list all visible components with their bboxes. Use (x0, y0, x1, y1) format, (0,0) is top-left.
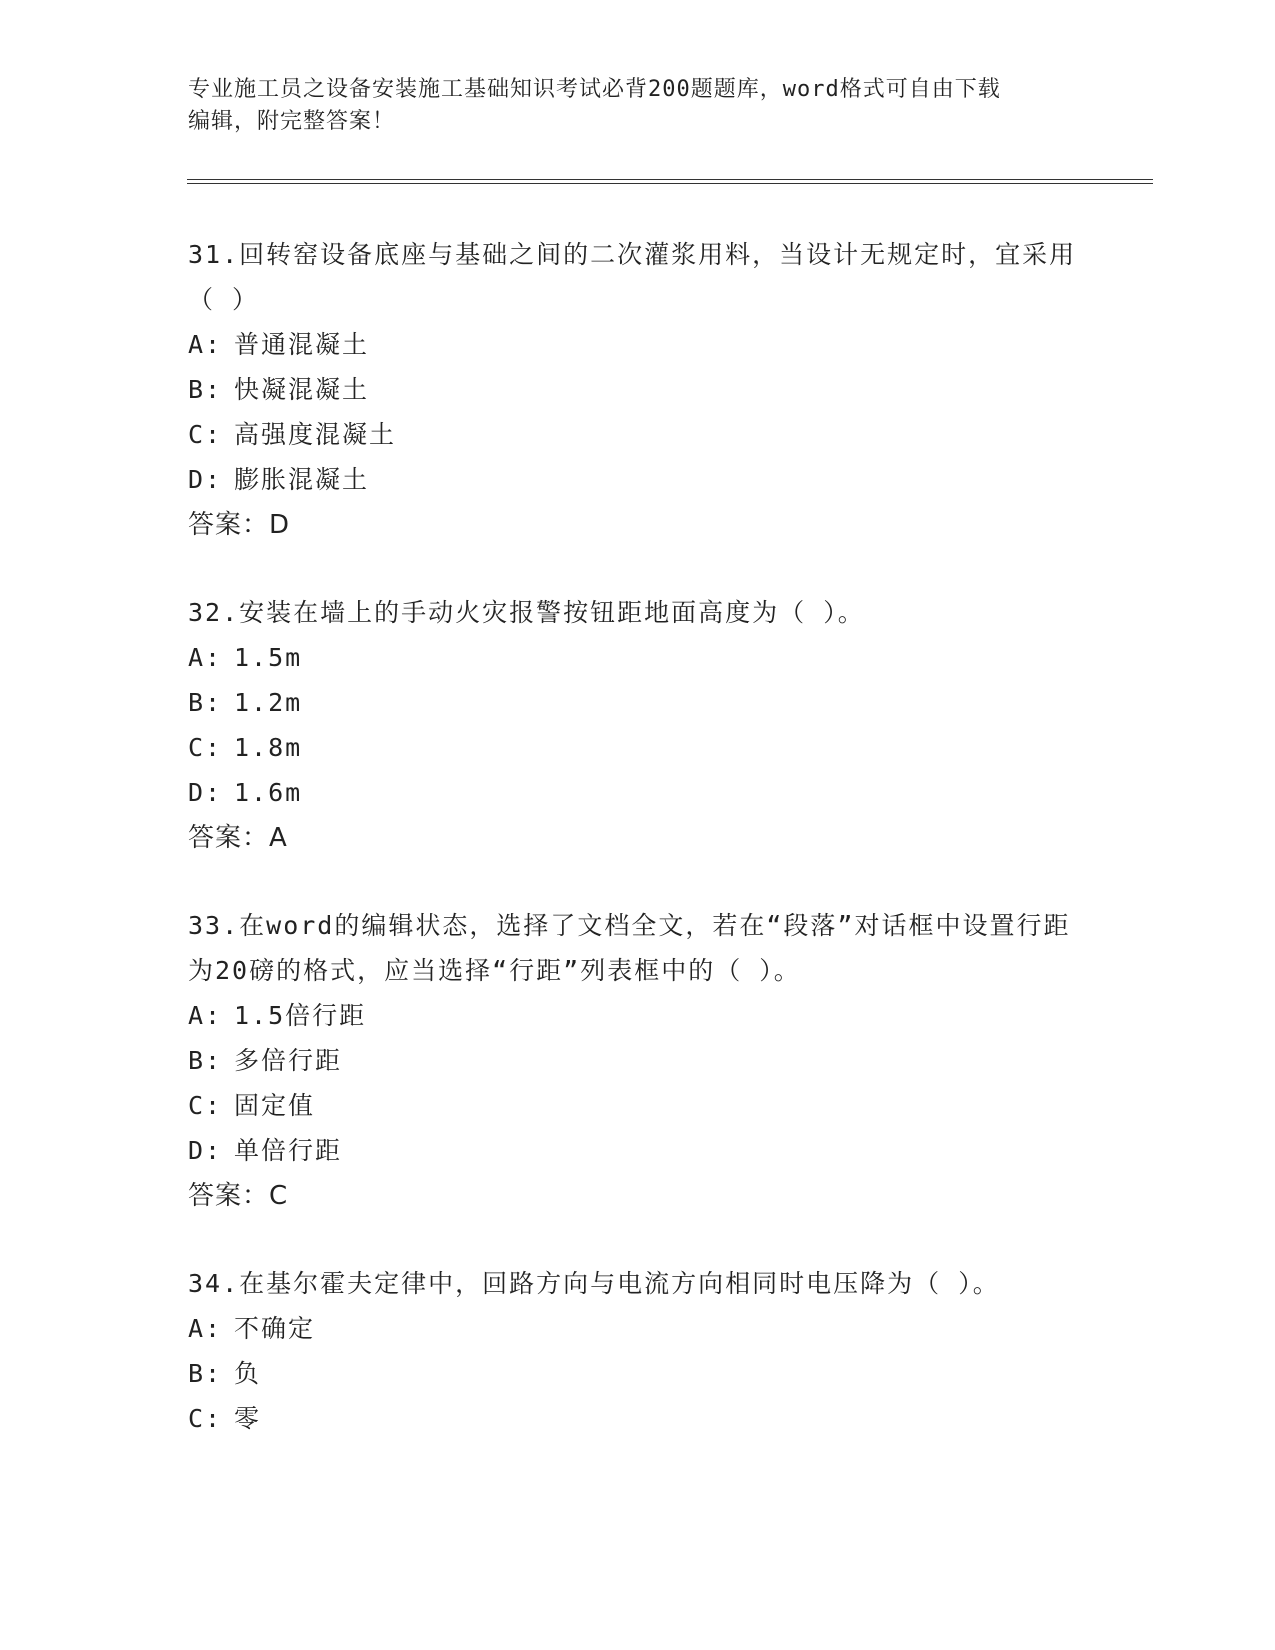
option-b (188, 1351, 1088, 1396)
option-a (188, 322, 1088, 367)
option-c (188, 1083, 1088, 1128)
option-text: 高强度混凝土 (234, 420, 397, 449)
option-letter: B: (188, 688, 223, 717)
question-stem: 32.安装在墙上的手动火灾报警按钮距地面高度为（ ）。 (188, 598, 865, 627)
option-text: 零 (234, 1404, 262, 1433)
option-text: 1.2m (234, 688, 303, 717)
header-line-1: 专业施工员之设备安装施工基础知识考试必背200题题库，word格式可自由下载 (188, 77, 1001, 102)
question-33 (188, 903, 1088, 1219)
option-b (188, 367, 1088, 412)
option-b (188, 1038, 1088, 1083)
option-text: 1.8m (234, 733, 303, 762)
option-letter: B: (188, 1359, 223, 1388)
question-32 (188, 590, 1088, 861)
question-stem: 34.在基尔霍夫定律中，回路方向与电流方向相同时电压降为（ ）。 (188, 1269, 1000, 1298)
answer-value: A (269, 823, 288, 853)
answer-line (188, 1173, 1088, 1219)
option-text: 负 (234, 1359, 262, 1388)
option-text: 多倍行距 (234, 1046, 343, 1075)
answer-label: 答案： (188, 823, 270, 853)
header-line-2: 编辑，附完整答案！ (188, 109, 396, 134)
option-letter: C: (188, 1404, 223, 1433)
option-text: 单倍行距 (234, 1136, 343, 1165)
answer-label: 答案： (188, 510, 270, 540)
option-text: 1.5m (234, 643, 303, 672)
option-a (188, 993, 1088, 1038)
option-letter: D: (188, 1136, 223, 1165)
option-letter: D: (188, 778, 223, 807)
option-text: 固定值 (234, 1091, 316, 1120)
question-stem: 33.在word的编辑状态，选择了文档全文，若在“段落”对话框中设置行距为20磅的格式，应当选择“行距”列表框中的（ ）。 (188, 911, 1071, 985)
option-text: 膨胀混凝土 (234, 465, 370, 494)
option-text: 不确定 (234, 1314, 316, 1343)
option-letter: A: (188, 330, 223, 359)
option-b (188, 680, 1088, 725)
option-letter: D: (188, 465, 223, 494)
option-d (188, 770, 1088, 815)
option-text: 快凝混凝土 (234, 375, 370, 404)
option-letter: C: (188, 1091, 223, 1120)
option-text: 1.5倍行距 (234, 1001, 367, 1030)
document-header (188, 74, 1068, 138)
option-letter: C: (188, 733, 223, 762)
answer-value: D (269, 510, 291, 540)
option-letter: B: (188, 375, 223, 404)
option-c (188, 1396, 1088, 1441)
answer-line (188, 815, 1088, 861)
option-d (188, 457, 1088, 502)
option-a (188, 635, 1088, 680)
option-text: 普通混凝土 (234, 330, 370, 359)
header-rule-bottom (187, 183, 1153, 184)
option-letter: A: (188, 1314, 223, 1343)
option-d (188, 1128, 1088, 1173)
question-34 (188, 1261, 1088, 1441)
option-c (188, 412, 1088, 457)
answer-value: C (269, 1181, 289, 1211)
answer-line (188, 502, 1088, 548)
option-letter: A: (188, 643, 223, 672)
answer-label: 答案： (188, 1181, 270, 1211)
question-stem: 31.回转窑设备底座与基础之间的二次灌浆用料，当设计无规定时，宜采用（ ） (188, 240, 1077, 314)
option-c (188, 725, 1088, 770)
option-a (188, 1306, 1088, 1351)
option-text: 1.6m (234, 778, 303, 807)
option-letter: C: (188, 420, 223, 449)
option-letter: B: (188, 1046, 223, 1075)
question-31 (188, 232, 1088, 548)
question-list (188, 232, 1088, 1483)
header-rule-top (187, 179, 1153, 180)
option-letter: A: (188, 1001, 223, 1030)
